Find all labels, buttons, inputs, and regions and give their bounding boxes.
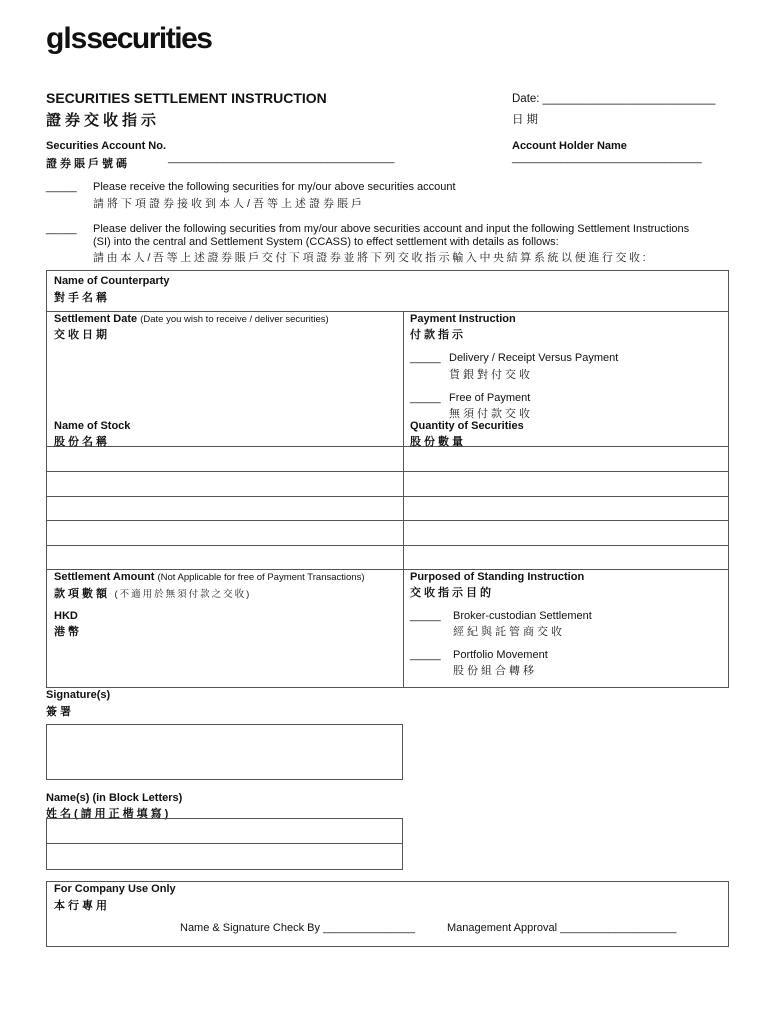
counterparty-label-zh: 對手名稱	[54, 292, 110, 304]
fop-checkbox-blank[interactable]: _____	[410, 392, 441, 404]
quantity-input[interactable]	[404, 472, 728, 495]
quantity-input[interactable]	[404, 546, 728, 568]
settlement-date-note: (Date you wish to receive / deliver securities)	[140, 314, 329, 325]
portfolio-option-text-zh: 股份組合轉移	[453, 665, 537, 677]
settlement-amount-label-zh	[54, 584, 251, 602]
name-input[interactable]	[46, 843, 403, 870]
settlement-amount-note-zh: (不適用於無須付款之交收)	[114, 589, 252, 600]
form-title: SECURITIES SETTLEMENT INSTRUCTION	[46, 90, 327, 106]
settlement-amount-note: (Not Applicable for free of Payment Transactions)	[157, 572, 365, 583]
portfolio-checkbox-blank[interactable]: _____	[410, 649, 441, 661]
receive-option-text-zh: 請將下項證券接收到本人/吾等上述證券賬戶	[93, 198, 366, 210]
stock-name-label: Name of Stock	[54, 420, 131, 432]
stock-name-input[interactable]	[47, 472, 402, 495]
table-divider	[46, 311, 729, 312]
name-input[interactable]	[46, 818, 403, 844]
quantity-input[interactable]	[404, 447, 728, 470]
account-no-label-zh: 證券賬戶號碼	[46, 158, 130, 170]
broker-option-text-zh: 經紀與託管商交收	[453, 626, 565, 638]
names-label-zh: 姓名(請用正楷填寫)	[46, 808, 172, 820]
purpose-label: Purposed of Standing Instruction	[410, 571, 585, 583]
purpose-label-zh: 交收指示目的	[410, 587, 494, 599]
fop-option-text: Free of Payment	[449, 392, 531, 404]
payment-instruction-label: Payment Instruction	[410, 313, 516, 325]
deliver-option-text-1: Please deliver the following securities from my/our above securities account and input the following Settlement Instructions	[93, 223, 690, 235]
logo-part-securities: securities	[86, 22, 212, 55]
date-label-zh: 日期	[512, 114, 541, 126]
company-use-label-zh: 本行專用	[54, 900, 110, 912]
quantity-input[interactable]	[404, 521, 728, 544]
stock-name-input[interactable]	[47, 497, 402, 519]
account-no-label: Securities Account No.	[46, 140, 167, 152]
account-holder-label: Account Holder Name	[512, 140, 627, 152]
stock-name-input[interactable]	[47, 521, 402, 544]
deliver-option-text-2: (SI) into the central and Settlement System (CCASS) to effect settlement with details as follows:	[93, 236, 559, 248]
stock-name-input[interactable]	[47, 447, 402, 470]
date-field[interactable]: Date: ___________________________	[512, 93, 716, 105]
currency-label: HKD	[54, 610, 78, 622]
logo-part-gls: gls	[46, 22, 87, 55]
table-divider	[46, 569, 729, 570]
names-label: Name(s) (in Block Letters)	[46, 792, 183, 804]
settlement-date-label-zh: 交收日期	[54, 329, 110, 341]
settlement-amount-label	[54, 571, 365, 583]
dvp-option-text-zh: 貨銀對付交收	[449, 369, 533, 381]
signature-label-zh: 簽署	[46, 706, 74, 718]
settlement-amount-title-zh: 款項數額	[54, 588, 110, 600]
company-logo	[46, 22, 211, 56]
dvp-option-text: Delivery / Receipt Versus Payment	[449, 352, 619, 364]
quantity-label: Quantity of Securities	[410, 420, 524, 432]
receive-checkbox-blank[interactable]: _____	[46, 181, 77, 193]
settlement-date-title: Settlement Date	[54, 313, 138, 325]
account-no-field[interactable]: _____________________________________	[168, 152, 395, 164]
dvp-checkbox-blank[interactable]: _____	[410, 352, 441, 364]
management-approval-field[interactable]: Management Approval ___________________	[447, 922, 677, 934]
form-title-zh: 證券交收指示	[46, 112, 161, 129]
settlement-amount-input[interactable]	[47, 640, 402, 686]
currency-label-zh: 港幣	[54, 626, 82, 638]
quantity-input[interactable]	[404, 497, 728, 519]
account-holder-field[interactable]: _______________________________	[512, 152, 702, 164]
receive-option-text: Please receive the following securities for my/our above securities account	[93, 181, 456, 193]
broker-option-text: Broker-custodian Settlement	[453, 610, 592, 622]
fop-option-text-zh: 無須付款交收	[449, 408, 533, 420]
settlement-amount-title: Settlement Amount	[54, 571, 155, 583]
counterparty-label: Name of Counterparty	[54, 275, 170, 287]
portfolio-option-text: Portfolio Movement	[453, 649, 548, 661]
deliver-option-text-zh: 請由本人/吾等上述證券賬戶交付下項證券並將下列交收指示輸入中央結算系統以便進行交收:	[93, 252, 649, 264]
deliver-checkbox-blank[interactable]: _____	[46, 223, 77, 235]
settlement-date-label	[54, 313, 329, 325]
signature-check-field[interactable]: Name & Signature Check By _______________	[180, 922, 415, 934]
quantity-label-zh: 股份數量	[410, 436, 466, 448]
signature-box[interactable]	[46, 724, 403, 780]
signature-label: Signature(s)	[46, 689, 111, 701]
payment-instruction-label-zh: 付款指示	[410, 329, 466, 341]
stock-name-label-zh: 股份名稱	[54, 436, 110, 448]
broker-checkbox-blank[interactable]: _____	[410, 610, 441, 622]
company-use-label: For Company Use Only	[54, 883, 176, 895]
stock-name-input[interactable]	[47, 546, 402, 568]
